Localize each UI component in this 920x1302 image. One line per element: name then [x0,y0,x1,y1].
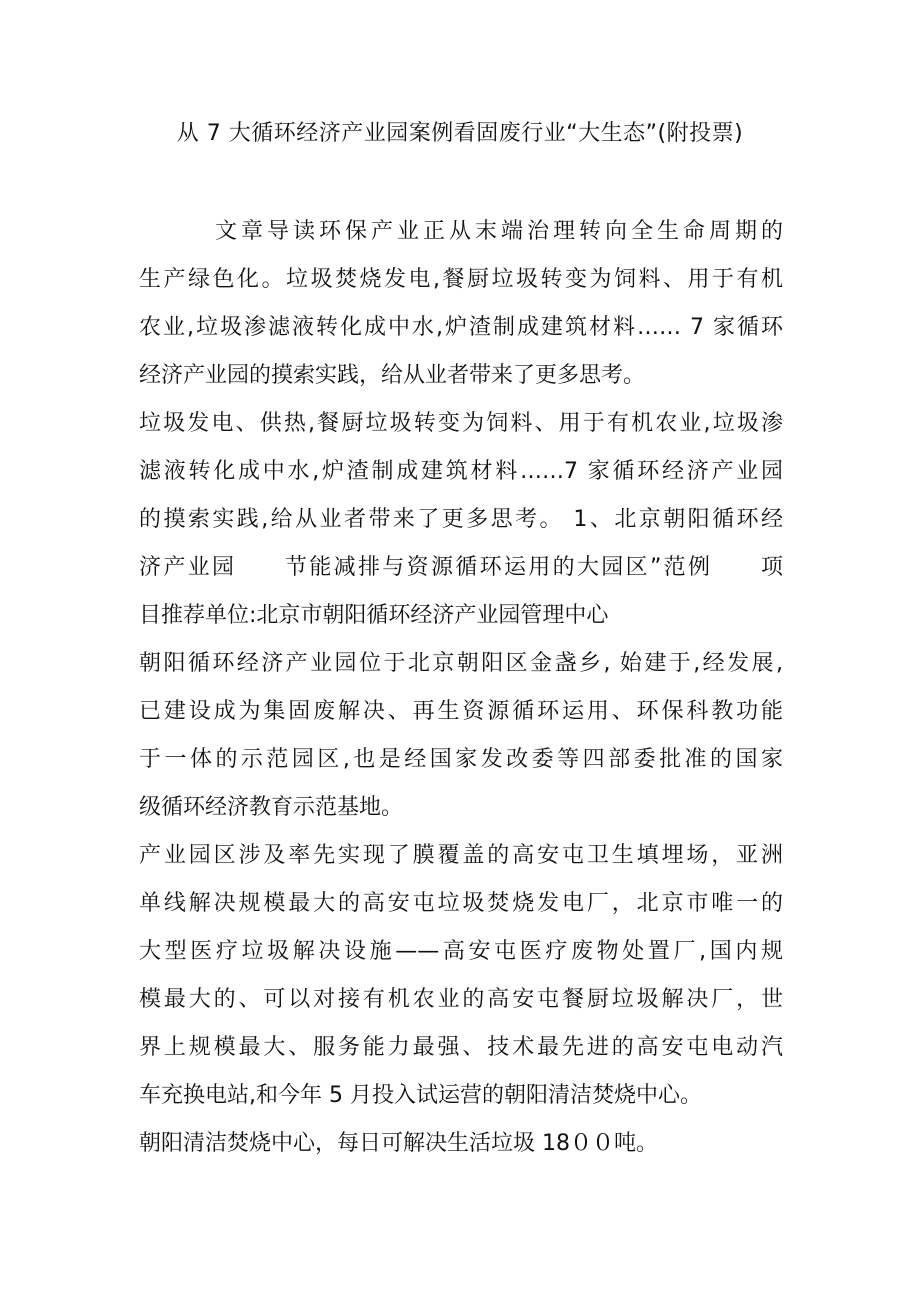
document-title: 从 7 大循环经济产业园案例看固废行业“大生态”(附投票) [176,121,744,146]
facilities-line-5: 界上规模最大、服务能力最强、技术最先进的高安屯电动汽 [139,1035,783,1060]
facilities-line-4: 模最大的、可以对接有机农业的高安屯餐厨垃圾解决厂，世 [139,987,783,1012]
park-description-line-2: 已建设成为集固废解决、再生资源循环运用、环保科教功能 [139,699,783,724]
park-description-line-3: 于一体的示范园区,也是经国家发改委等四部委批准的国家 [139,747,783,772]
facilities-line-3: 大型医疗垃圾解决设施——高安屯医疗废物处置厂,国内规 [139,939,783,964]
capacity-line: 朝阳清洁焚烧中心，每日可解决生活垃圾 18００吨。 [139,1131,658,1156]
recommending-unit-line: 目推荐单位:北京市朝阳循环经济产业园管理中心 [139,603,609,628]
intro-line-3: 农业,垃圾渗滤液转化成中水,炉渣制成建筑材料…… 7 家循环 [139,315,783,340]
facilities-line-6: 车充换电站,和今年 5 月投入试运营的朝阳清洁焚烧中心。 [139,1083,702,1108]
document-body [139,208,783,1168]
body-line-7: 的摸索实践,给从业者带来了更多思考。 1、北京朝阳循环经 [139,507,783,532]
intro-line-2: 生产绿色化。垃圾焚烧发电,餐厨垃圾转变为饲料、用于有机 [139,267,783,292]
body-line-6: 滤液转化成中水,炉渣制成建筑材料……7 家循环经济产业园 [139,459,783,484]
park-description-line-1: 朝阳循环经济产业园位于北京朝阳区金盏乡, 始建于,经发展, [139,651,783,676]
intro-line-4: 经济产业园的摸索实践，给从业者带来了更多思考。 [139,363,646,388]
body-line-5: 垃圾发电、供热,餐厨垃圾转变为饲料、用于有机农业,垃圾渗 [139,411,783,436]
park-description-line-4: 级循环经济教育示范基地。 [139,795,404,820]
facilities-line-1: 产业园区涉及率先实现了膜覆盖的高安屯卫生填埋场，亚洲 [139,843,783,868]
facilities-line-2: 单线解决规模最大的高安屯垃圾焚烧发电厂，北京市唯一的 [139,891,783,916]
intro-line-1: 文章导读环保产业正从末端治理转向全生命周期的 [215,219,783,244]
section-heading-line: 济产业园 节能减排与资源循环运用的大园区”范例 项 [139,555,783,580]
